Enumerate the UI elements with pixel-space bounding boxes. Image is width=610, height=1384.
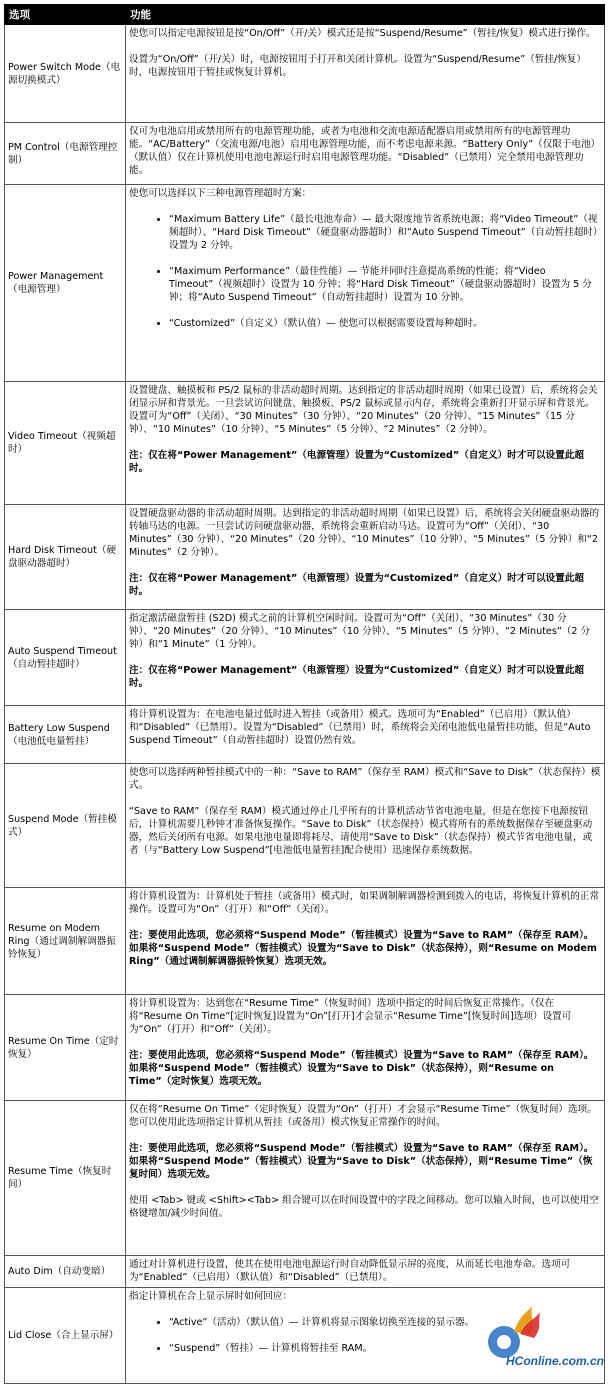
note-paragraph: 注：要使用此选项，您必须将“Suspend Mode”（暂挂模式）设置为“Save to RAM”（保存至 RAM）。如果将“Suspend Mode”（暂挂模式）设置为“Save to Disk”（状态保持），则“Resume on Time”（定时恢复）选项无效。: [129, 1050, 594, 1087]
option-name: Resume on Modem Ring（通过调制解调器振铃恢复）: [5, 888, 126, 995]
description-paragraph: 将计算机设置为：达到您在“Resume Time”（恢复时间）选项中指定的时间后恢复正常操作。（仅在将“Resume On Time”[定时恢复]设置为“On”[打开]才会显示“Resume Time”[恢复时间]选项）设置可为“On”（打开）和“Off”（关闭）。: [129, 998, 572, 1035]
option-description: [126, 185, 605, 382]
option-description: [126, 888, 605, 995]
option-description: [126, 382, 605, 505]
description-paragraph: 使您可以指定电源按钮是按“On/Off”（开/关）模式还是按“Suspend/Resume”（暂挂/恢复）模式进行操作。: [129, 28, 596, 39]
list-item: • “Suspend”（暂挂）— 计算机将暂挂至 RAM。: [169, 1342, 601, 1355]
description-paragraph: 仅在将“Resume On Time”（定时恢复）设置为“On”（打开）才会显示“Resume Time”（恢复时间）选项。您可以使用此选项指定计算机从暂挂（或备用）模式恢复正常操作的时间。: [129, 1104, 597, 1128]
option-description: [126, 25, 605, 123]
option-name: Resume On Time（定时恢复）: [5, 995, 126, 1101]
option-name: Power Switch Mode（电源切换模式）: [5, 25, 126, 123]
list-item: • “Active”（活动）（默认值）— 计算机将显示图象切换至连接的显示器。: [169, 1316, 601, 1329]
description-paragraph: 将计算机设置为：在电池电量过低时进入暂挂（或备用）模式。选项可为“Enabled”（已启用）（默认值）和“Disabled”（已禁用）。设置为“Disabled”（已禁用）时，系统将会关闭电池低电量暂挂功能，但是“Auto Suspend Timeout”（自动暂挂超时）设置仍然有效。: [129, 709, 591, 746]
table-row: [5, 764, 605, 888]
option-name: Hard Disk Timeout（硬盘驱动器超时）: [5, 505, 126, 610]
description-intro: 指定计算机在合上显示屏时如何回应：: [129, 1291, 293, 1302]
description-paragraph: 将计算机设置为：计算机处于暂挂（或备用）模式时，如果调制解调器检测到拨入的电话，将恢复计算机的正常操作。设置可为“On”（打开）和“Off”（关闭）。: [129, 891, 600, 915]
table-row: [5, 185, 605, 382]
description-paragraph: “Save to RAM”（保存至 RAM）模式通过停止几乎所有的计算机活动节省电池电量，但是在您按下电源按钮后，计算机需要几秒钟才准备恢复操作。“Save to Disk”（状态保持）模式将所有的系统数据保存至硬盘驱动器，然后关闭所有电源。如果电池电量即将耗尽，请使用“Save to Disk”（状态保持）模式节省电池电量，或者（与“Battery Low Suspend”[电池低电量暂挂]配合使用）迅速保存系统数据。: [129, 806, 593, 856]
note-paragraph: 注：要使用此选项，您必须将“Suspend Mode”（暂挂模式）设置为“Save to RAM”（保存至 RAM）。如果将“Suspend Mode”（暂挂模式）设置为“Save to Disk”（状态保持），则“Resume on Modem Ring”（通过调制解调器振铃恢复）选项无效。: [129, 930, 597, 967]
option-name: Power Management（电源管理）: [5, 185, 126, 382]
option-name: Lid Close（合上显示屏）: [5, 1288, 126, 1384]
option-description: [126, 706, 605, 764]
list-item: • “Customized”（自定义）（默认值）— 使您可以根据需要设置每种超时。: [169, 317, 601, 330]
table-row: [5, 382, 605, 505]
table-row: [5, 1101, 605, 1256]
option-name: Resume Time（恢复时间）: [5, 1101, 126, 1256]
option-description: [126, 505, 605, 610]
settings-table: [4, 4, 605, 1384]
table-header-row: [5, 5, 605, 25]
option-list: [129, 213, 601, 330]
table-row: [5, 505, 605, 610]
table-row: [5, 995, 605, 1101]
table-row: [5, 888, 605, 995]
description-intro: 使您可以选择以下三种电源管理超时方案：: [129, 188, 312, 199]
option-name: PM Control（电源管理控制）: [5, 123, 126, 185]
col-option-header: 选项: [5, 5, 126, 25]
option-description: [126, 123, 605, 185]
col-function-header: 功能: [126, 5, 605, 25]
list-item: • “Maximum Battery Life”（最长电池寿命）— 最大限度地节省系统电源；将“Video Timeout”（视频超时）、“Hard Disk Timeout”（硬盘驱动器超时）和“Auto Suspend Timeout”（自动暂挂超时）设置为 2 分钟。: [169, 213, 601, 252]
description-paragraph: 指定激活磁盘暂挂 (S2D) 模式之前的计算机空闲时间。设置可为“Off”（关闭）、“30 Minutes”（30 分钟）、“20 Minutes”（20 分钟）、“10 Minutes”（10 分钟）、“5 Minutes”（5 分钟）、“2 Minutes”（2 分钟）和“1 Minute”（1 分钟）。: [129, 613, 591, 650]
option-description: [126, 1101, 605, 1256]
description-paragraph: 使您可以选择两种暂挂模式中的一种：“Save to RAM”（保存至 RAM）模式和“Save to Disk”（状态保持）模式。: [129, 767, 601, 791]
watermark-text: HConline.com.cn: [505, 1354, 604, 1368]
option-name: Video Timeout（视频超时）: [5, 382, 126, 505]
table-row: [5, 1256, 605, 1288]
note-paragraph: 注：仅在将“Power Management”（电源管理）设置为“Customized”（自定义）时才可以设置此超时。: [129, 573, 584, 597]
option-name: Battery Low Suspend（电池低电量暂挂）: [5, 706, 126, 764]
option-name: Suspend Mode（暂挂模式）: [5, 764, 126, 888]
description-paragraph: 设置硬盘驱动器的非活动超时周期。达到指定的非活动超时周期（如果已设置）后，系统将会关闭硬盘驱动器的转轴马达的电源。一旦尝试访问硬盘驱动器，系统将会重新启动马达。设置可为“Off”（关闭）、“30 Minutes”（30 分钟）、“20 Minutes”（20 分钟）、“10 Minutes”（10 分钟）、“5 Minutes”（5 分钟）和“2 Minutes”（2 分钟）。: [129, 508, 600, 558]
option-name: Auto Dim（自动变暗）: [5, 1256, 126, 1288]
description-paragraph: 使用 <Tab> 键或 <Shift><Tab> 组合键可以在时间设置中的字段之间移动。您可以输入时间，也可以使用空格键增加/减少时间值。: [129, 1195, 599, 1219]
table-row: [5, 706, 605, 764]
option-description: [126, 764, 605, 888]
description-paragraph: 仅可为电池启用或禁用所有的电源管理功能，或者为电池和交流电源适配器启用或禁用所有的电源管理功能。“AC/Battery”（交流电源/电池）启用电源管理功能，而不考虑电源来源。“Battery Only”（仅限于电池）（默认值）仅在计算机使用电池电源运行时启用电源管理功能。“Disabled”（已禁用）完全禁用电源管理功能。: [129, 126, 601, 176]
description-paragraph: 设置为“On/Off”（开/关）时，电源按钮用于打开和关闭计算机。设置为“Suspend/Resume”（暂挂/恢复）时，电源按钮用于暂挂或恢复计算机。: [129, 54, 586, 78]
option-description: [126, 995, 605, 1101]
note-paragraph: 注：仅在将“Power Management”（电源管理）设置为“Customized”（自定义）时才可以设置此超时。: [129, 665, 584, 689]
table-row: [5, 123, 605, 185]
table-row: [5, 610, 605, 706]
note-paragraph: 注：要使用此选项，您必须将“Suspend Mode”（暂挂模式）设置为“Save to RAM”（保存至 RAM）。如果将“Suspend Mode”（暂挂模式）设置为“Save to Disk”（状态保持），则“Resume Time”（恢复时间）选项无效。: [129, 1143, 594, 1180]
list-item: • “Maximum Performance”（最佳性能）— 节能并同时注意提高系统的性能；将“Video Timeout”（视频超时）设置为 10 分钟；将“Hard Disk Timeout”（硬盘驱动器超时）设置为 5 分钟；将“Auto Suspend Timeout”（自动暂挂超时）设置为 10 分钟。: [169, 265, 601, 304]
table-row: [5, 25, 605, 123]
option-description: [126, 1256, 605, 1288]
description-paragraph: 通过对计算机进行设置，使其在使用电池电源运行时自动降低显示屏的亮度，从而延长电池寿命。选项可为“Enabled”（已启用）（默认值）和“Disabled”（已禁用）。: [129, 1259, 571, 1283]
note-paragraph: 注：仅在将“Power Management”（电源管理）设置为“Customized”（自定义）时才可以设置此超时。: [129, 450, 584, 474]
option-name: Auto Suspend Timeout（自动暂挂超时）: [5, 610, 126, 706]
option-description: [126, 610, 605, 706]
description-paragraph: 设置键盘、触摸板和 PS/2 鼠标的非活动超时周期。达到指定的非活动超时周期（如果已设置）后，系统将会关闭显示屏和背景光。一旦尝试访问键盘、触摸板、PS/2 鼠标或显示内存，系统将会重新打开显示屏和背景光。设置可为“Off”（关闭）、“30 Minutes”（30 分钟）、“20 Minutes”（20 分钟）、“15 Minutes”（15 分钟）、“10 Minutes”（10 分钟）、“5 Minutes”（5 分钟）、“2 Minutes”（2 分钟）。: [129, 385, 598, 435]
